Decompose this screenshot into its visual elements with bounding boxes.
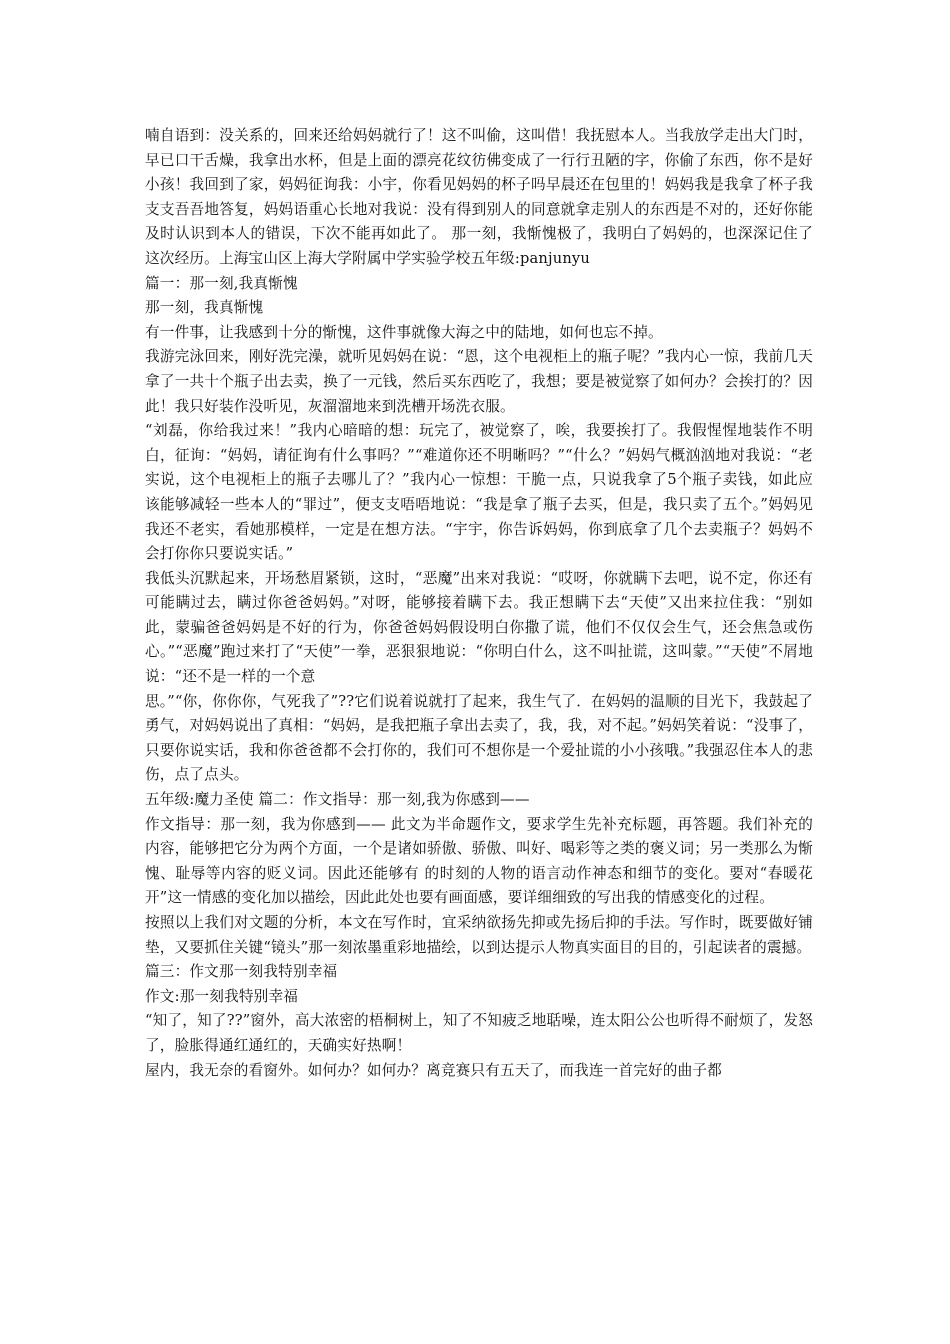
paragraph: “刘磊，你给我过来！”我内心暗暗的想：玩完了，被觉察了，唉，我要挨打了。我假惺惺地装作不明白，征询：“妈妈，请征询有什么事吗？”“难道你还不明晰吗？”“什么？”妈妈气概汹汹地对我说：“老实说，这个电视柜上的瓶子去哪儿了？”我内心一惊想：干脆一点，只说我拿了5个瓶子卖钱，如此应该能够减轻一些本人的“罪过”，便支支唔唔地说：“我是拿了瓶子去买，但是，我只卖了五个。”妈妈见我还不老实，看她那模样，一定是在想方法。“宇宇，你告诉妈妈，你到底拿了几个去卖瓶子？妈妈不会打你你只要说实话。” xyxy=(145,422,813,563)
section-heading: 篇三：作文那一刻我特别幸福 xyxy=(145,963,338,981)
paragraph: “知了，知了??”窗外，高大浓密的梧桐树上，知了不知疲乏地聒噪，连太阳公公也听得不耐烦了，发怒了，脸胀得通红通红的，天确实好热啊！ xyxy=(145,1012,813,1054)
essay-title: 作文:那一刻我特别幸福 xyxy=(145,987,299,1005)
paragraph: 屋内，我无奈的看窗外。如何办？如何办？离竞赛只有五天了，而我连一首完好的曲子都 xyxy=(145,1061,722,1079)
document-body xyxy=(145,124,813,1083)
paragraph: 喃自语到：没关系的，回来还给妈妈就行了！这不叫偷，这叫借！我抚慰本人。当我放学走出大门时，早已口干舌燥，我拿出水杯，但是上面的漂亮花纹彷佛变成了一行行丑陋的字，你偷了东西，你不是好小孩！我回到了家，妈妈征询我：小宇，你看见妈妈的杯子吗早晨还在包里的！妈妈我是我拿了杯子我支支吾吾地答复，妈妈语重心长地对我说：没有得到别人的同意就拿走别人的东西是不对的，还好你能及时认识到本人的错误，下次不能再如此了。 那一刻，我惭愧极了，我明白了妈妈的，也深深记住了这次经历。上海宝山区上海大学附属中学实验学校五年级:panjunyu xyxy=(145,127,813,267)
section-heading: 篇一：那一刻,我真惭愧 xyxy=(145,274,298,292)
paragraph: 有一件事，让我感到十分的惭愧，这件事就像大海之中的陆地，如何也忘不掉。 xyxy=(145,323,663,341)
paragraph: 思。”“你，你你你，气死我了”??它们说着说就打了起来，我生气了．在妈妈的温顺的目光下，我鼓起了勇气，对妈妈说出了真相：“妈妈，是我把瓶子拿出去卖了，我，我，对不起。”妈妈笑着说：“没事了，只要你说实话，我和你爸爸都不会打你的，我们可不想你是一个爱扯谎的小小孩哦。”我强忍住本人的悲伤，点了点头。 xyxy=(145,692,813,784)
essay-title: 那一刻，我真惭愧 xyxy=(145,299,264,317)
paragraph: 按照以上我们对文题的分析，本文在写作时，宜采纳欲扬先抑或先扬后抑的手法。写作时，既要做好铺垫，又要抓住关键“镜头”那一刻浓墨重彩地描绘，以到达提示人物真实面目的目的，引起读者的震撼。 xyxy=(145,914,813,956)
paragraph: 作文指导：那一刻，我为你感到—— 此文为半命题作文，要求学生先补充标题，再答题。我们补充的内容，能够把它分为两个方面，一个是诸如骄傲、骄傲、叫好、喝彩等之类的褒义词；另一类那么为惭愧、耻辱等内容的贬义词。因此还能够有 的时刻的人物的语言动作神态和细节的变化。要对“春暖花开”这一情感的变化加以描绘，因此此处也要有画面感，要详细细致的写出我的情感变化的过程。 xyxy=(145,815,813,907)
paragraph: 我低头沉默起来，开场愁眉紧锁，这时，“恶魔”出来对我说：“哎呀，你就瞒下去吧，说不定，你还有可能瞒过去，瞒过你爸爸妈妈。”对呀，能够接着瞒下去。我正想瞒下去“天使”又出来拉住我：“别如此，蒙骗爸爸妈妈是不好的行为，你爸爸妈妈假设明白你撒了谎，他们不仅仅会生气，还会焦急或伤心。”“恶魔”跑过来打了“天使”一拳，恶狠狠地说：“你明白什么，这不叫扯谎，这叫蒙。”“天使”不屑地说：“还不是一样的一个意 xyxy=(145,569,813,686)
section-heading: 五年级:魔力圣使 篇二：作文指导：那一刻,我为你感到—— xyxy=(145,791,530,809)
paragraph: 我游完泳回来，刚好洗完澡，就听见妈妈在说：“恩，这个电视柜上的瓶子呢？”我内心一惊，我前几天拿了一共十个瓶子出去卖，换了一元钱，然后买东西吃了，我想；要是被觉察了如何办？会挨打的？因此！我只好装作没听见，灰溜溜地来到洗槽开场洗衣服。 xyxy=(145,348,813,415)
